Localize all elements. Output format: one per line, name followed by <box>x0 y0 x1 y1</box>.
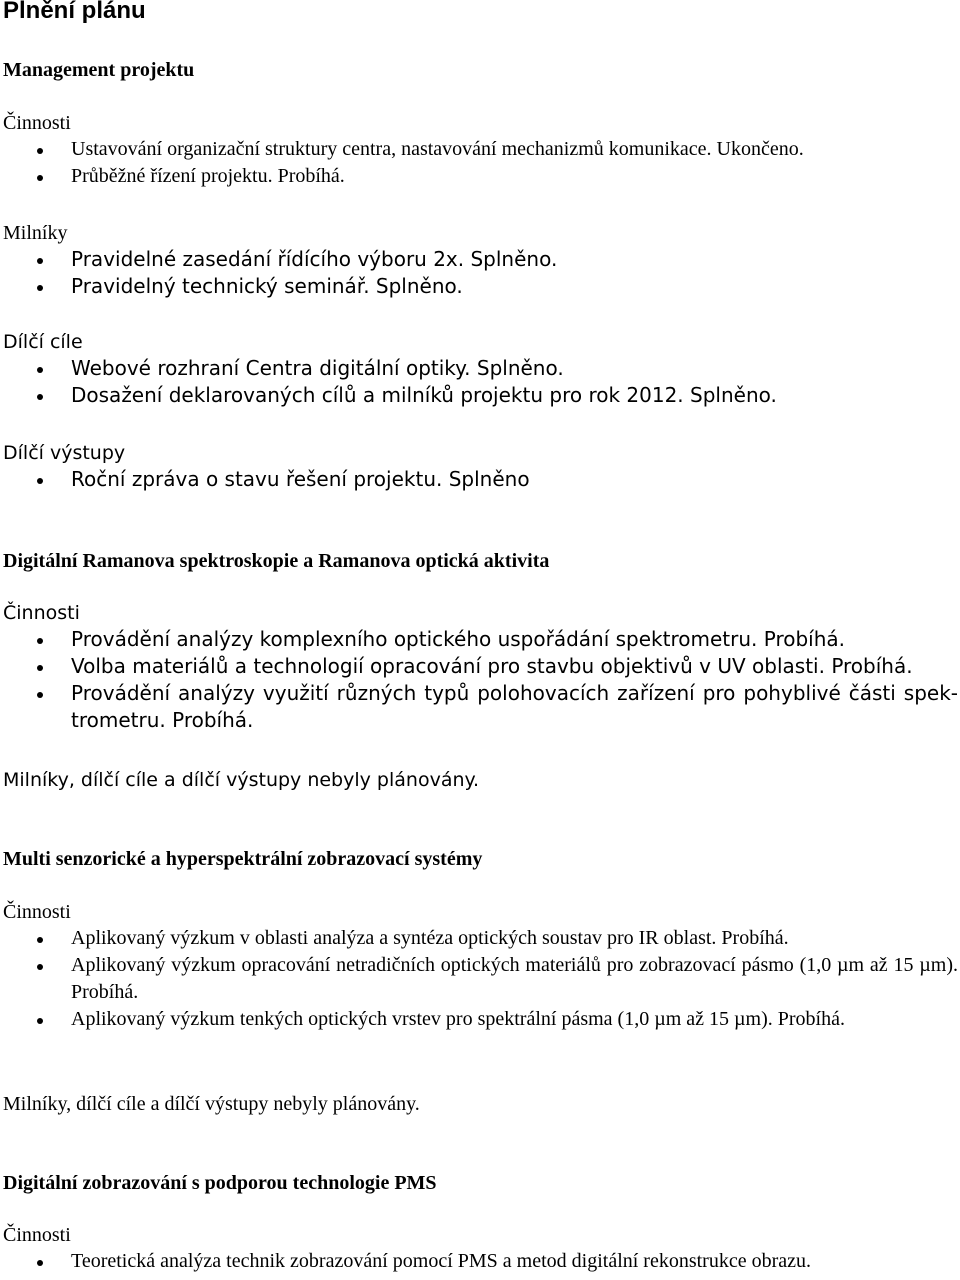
list-item <box>3 626 958 653</box>
list-item <box>3 925 958 952</box>
page-title: Plnění plánu <box>3 0 146 24</box>
section-ramanova-spektroskopie <box>3 548 958 574</box>
s2-cinnosti <box>3 600 958 734</box>
s1-milniky <box>3 220 958 300</box>
bullet-icon <box>37 692 43 698</box>
bullet-icon <box>37 478 43 484</box>
list-item <box>3 246 958 273</box>
list-item <box>3 163 958 190</box>
section-multi-senzoricke <box>3 846 958 872</box>
s1-dilci-cile <box>3 329 958 409</box>
list-item-text: Průběžné řízení projektu. Probíhá. <box>71 165 345 187</box>
list-item-text: Provádění analýzy komplexního optického uspořádání spektrometru. Probíhá. <box>71 627 846 651</box>
bullet-list <box>3 355 958 409</box>
section-management-projektu <box>3 57 958 83</box>
bullet-list <box>3 466 958 493</box>
list-item-text: Aplikovaný výzkum v oblasti analýza a syntéza optických soustav pro IR oblast. Probíhá. <box>71 927 789 949</box>
bullet-list <box>3 626 958 734</box>
bullet-list <box>3 246 958 300</box>
list-item-text: Aplikovaný výzkum tenkých optických vrstev pro spektrální pásma (1,0 µm až 15 µm). Probíhá. <box>71 1008 845 1030</box>
section-digitalni-zobrazovani-pms <box>3 1170 958 1196</box>
list-item <box>3 355 958 382</box>
list-item-text: Webové rozhraní Centra digitální optiky. Splněno. <box>71 356 564 380</box>
list-item-text: Volba materiálů a technologií opracování pro stavbu objektivů v UV oblasti. Probíhá. <box>71 654 913 678</box>
subsection-label: Dílčí cíle <box>3 331 83 353</box>
section-heading: Digitální Ramanova spektroskopie a Ramanova optická aktivita <box>3 550 550 572</box>
list-item <box>3 680 958 734</box>
subsection-label: Činnosti <box>3 602 80 624</box>
bullet-icon <box>37 638 43 644</box>
list-item-text: Pravidelné zasedání řídícího výboru 2x. Splněno. <box>71 247 558 271</box>
subsection-label: Dílčí výstupy <box>3 442 126 464</box>
subsection-label: Činnosti <box>3 1224 71 1246</box>
bullet-icon <box>37 964 43 970</box>
s1-cinnosti <box>3 110 958 190</box>
s3-note <box>3 1091 958 1117</box>
subsection-label: Milníky <box>3 222 68 244</box>
bullet-icon <box>37 1260 43 1266</box>
subsection-label: Činnosti <box>3 901 71 923</box>
bullet-icon <box>37 367 43 373</box>
subsection-label: Činnosti <box>3 112 71 134</box>
list-item <box>3 466 958 493</box>
list-item <box>3 1006 958 1033</box>
bullet-icon <box>37 175 43 181</box>
bullet-icon <box>37 148 43 154</box>
bullet-list <box>3 136 958 190</box>
list-item <box>3 952 958 1006</box>
section-heading: Management projektu <box>3 59 195 81</box>
s4-cinnosti <box>3 1222 958 1275</box>
list-item <box>3 273 958 300</box>
note-text: Milníky, dílčí cíle a dílčí výstupy nebyly plánovány. <box>3 1093 420 1115</box>
list-item <box>3 382 958 409</box>
list-item <box>3 136 958 163</box>
bullet-icon <box>37 285 43 291</box>
bullet-icon <box>37 394 43 400</box>
bullet-icon <box>37 1018 43 1024</box>
bullet-list <box>3 925 958 1033</box>
section-heading: Digitální zobrazování s podporou technologie PMS <box>3 1172 437 1194</box>
bullet-icon <box>37 258 43 264</box>
list-item <box>3 1248 958 1275</box>
list-item-text: Pravidelný technický seminář. Splněno. <box>71 274 463 298</box>
bullet-icon <box>37 665 43 671</box>
section-heading: Multi senzorické a hyperspektrální zobrazovací systémy <box>3 848 483 870</box>
list-item-text: Ustavování organizační struktury centra, nastavování mechanizmů komunikace. Ukončeno. <box>71 138 804 160</box>
s3-cinnosti <box>3 899 958 1033</box>
list-item <box>3 653 958 680</box>
note-text: Milníky, dílčí cíle a dílčí výstupy nebyly plánovány. <box>3 769 480 791</box>
bullet-list <box>3 1248 958 1275</box>
s2-note <box>3 767 958 793</box>
list-item-text: Dosažení deklarovaných cílů a milníků projektu pro rok 2012. Splněno. <box>71 383 777 407</box>
list-item-text: Aplikovaný výzkum opracování netradičních optických materiálů pro zobrazovací pásmo (1,0 µm až 15 µm). Probíhá. <box>71 954 958 1003</box>
list-item-text: Teoretická analýza technik zobrazování pomocí PMS a metod digitální rekonstrukce obrazu. <box>71 1250 812 1272</box>
bullet-icon <box>37 937 43 943</box>
s1-dilci-vystupy <box>3 440 958 493</box>
list-item-text: Provádění analýzy využití různých typů polohovacích zařízení pro pohyblivé části spektrometru. Probíhá. <box>71 681 958 732</box>
list-item-text: Roční zpráva o stavu řešení projektu. Splněno <box>71 467 530 491</box>
